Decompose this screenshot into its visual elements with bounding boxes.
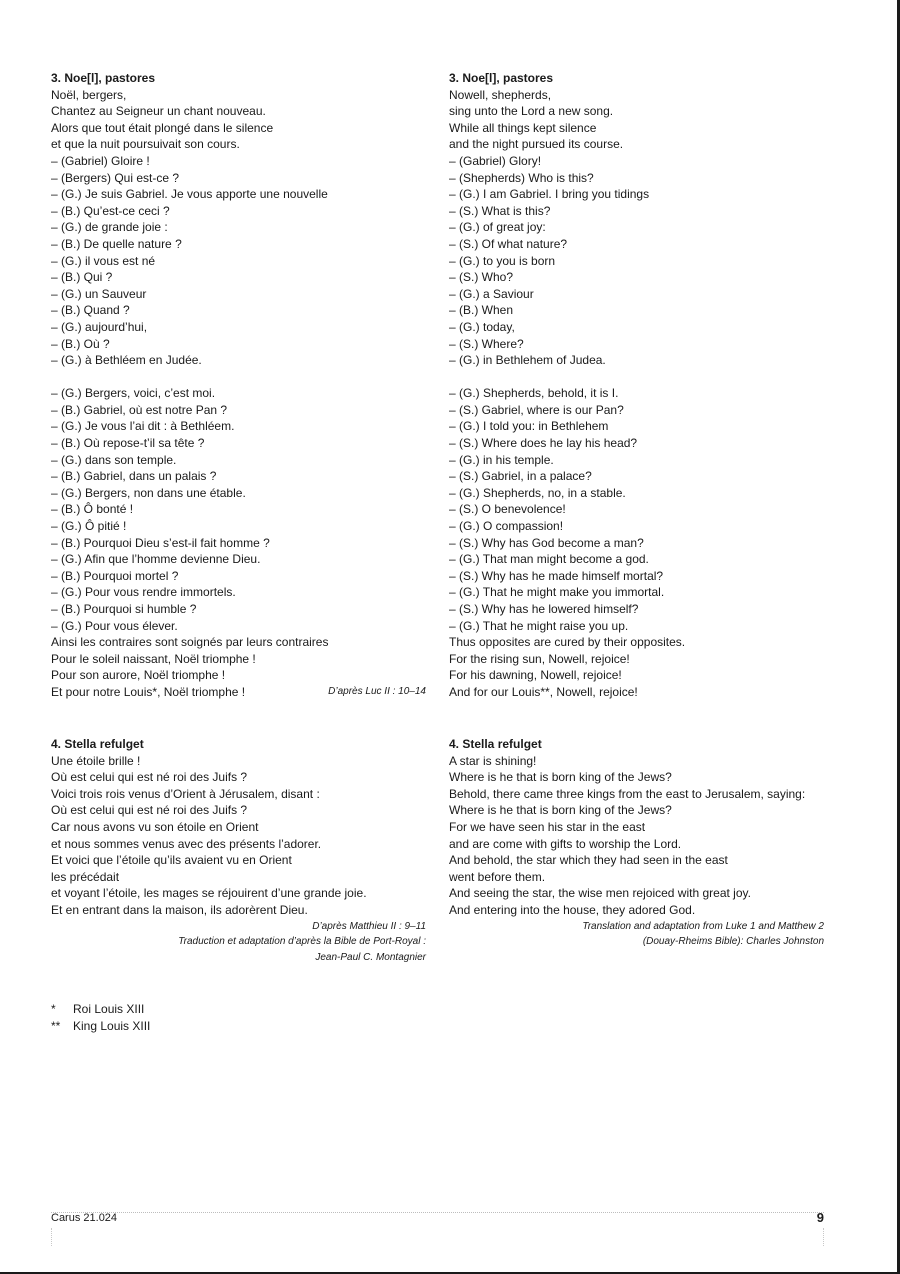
fr-section-3-title: 3. Noe[l], pastores: [51, 71, 156, 85]
text-line: While all things kept silence: [449, 120, 597, 135]
text-line: Une étoile brille !: [51, 753, 141, 768]
text-line: – (G.) à Bethléem en Judée.: [51, 353, 202, 368]
text-line: – (S.) Why has he lowered himself?: [449, 602, 639, 616]
text-line: – (G.) Je suis Gabriel. Je vous apporte une nouvelle: [51, 187, 328, 202]
footnote-text: Roi Louis XIII: [73, 1002, 145, 1016]
text-line: – (B.) Pourquoi mortel ?: [51, 568, 179, 583]
text-line: – (S.) Of what nature?: [449, 236, 568, 251]
fr-section-3-last-line: [51, 684, 426, 701]
en-section-3-last-line: And for our Louis**, Nowell, rejoice!: [449, 684, 638, 699]
text-line: And entering into the house, they adored God.: [449, 902, 696, 917]
footnote-mark: *: [51, 1002, 56, 1016]
text-line: – (Gabriel) Gloire !: [51, 153, 150, 168]
text-line: – (S.) What is this?: [449, 203, 551, 218]
text-line: – (G.) Pour vous rendre immortels.: [51, 585, 236, 600]
text-line: Thus opposites are cured by their opposites.: [449, 635, 686, 650]
text-line: – (G.) I told you: in Bethlehem: [449, 419, 609, 434]
text-line: – (Shepherds) Who is this?: [449, 170, 594, 185]
fr-section-4-credits: [51, 919, 426, 966]
text-line: went before them.: [449, 869, 546, 884]
fr-section-3: [51, 70, 426, 701]
credit-line: D’après Matthieu II : 9–11: [312, 920, 426, 932]
en-section-3: [449, 70, 824, 701]
text-line: – (B.) Qui ?: [51, 270, 113, 285]
text-line: – (S.) Gabriel, where is our Pan?: [449, 402, 624, 417]
text-line: and are come with gifts to worship the Lord.: [449, 836, 682, 851]
text-line: Où est celui qui est né roi des Juifs ?: [51, 803, 248, 818]
text-line: Where is he that is born king of the Jews?: [449, 803, 672, 818]
text-line: – (B.) De quelle nature ?: [51, 236, 182, 251]
fr-section-3-lines-2: [51, 385, 426, 684]
fr-section-3-lines: [51, 87, 426, 369]
credit-line: (Douay-Rheims Bible): Charles Johnston: [642, 936, 824, 948]
text-line: And behold, the star which they had seen in the east: [449, 853, 728, 868]
footnote-mark: **: [51, 1018, 61, 1033]
text-line: Behold, there came three kings from the east to Jerusalem, saying:: [449, 786, 806, 801]
text-line: Alors que tout était plongé dans le silence: [51, 120, 274, 135]
crop-mark-left: [51, 1228, 52, 1246]
text-line: et nous sommes venus avec des présents l’adorer.: [51, 836, 322, 851]
text-line: Où est celui qui est né roi des Juifs ?: [51, 770, 248, 785]
text-line: – (G.) O compassion!: [449, 519, 564, 534]
text-line: – (B.) Gabriel, dans un palais ?: [51, 469, 217, 484]
text-line: – (B.) Où repose-t’il sa tête ?: [51, 436, 205, 451]
en-section-4: [449, 736, 824, 950]
text-line: – (S.) Who?: [449, 270, 514, 285]
text-line: – (B.) Qu’est-ce ceci ?: [51, 203, 170, 218]
text-line: – (S.) Where does he lay his head?: [449, 436, 638, 451]
text-line: – (S.) Why has God become a man?: [449, 535, 644, 550]
text-line: – (G.) That man might become a god.: [449, 552, 649, 567]
fr-section-3-source: D’après Luc II : 10–14: [328, 685, 426, 697]
fr-section-4-title: 4. Stella refulget: [51, 737, 144, 751]
stanza-gap: [51, 369, 426, 386]
text-line: – (G.) to you is born: [449, 253, 556, 268]
text-line: Et voici que l’étoile qu’ils avaient vu en Orient: [51, 853, 292, 868]
text-line: And seeing the star, the wise men rejoiced with great joy.: [449, 886, 751, 901]
text-line: – (G.) of great joy:: [449, 220, 546, 235]
text-line: – (G.) Afin que l’homme devienne Dieu.: [51, 552, 261, 567]
text-line: Pour son aurore, Noël triomphe !: [51, 668, 226, 683]
text-line: – (B.) Ô bonté !: [51, 502, 134, 517]
text-line: and the night pursued its course.: [449, 137, 624, 152]
text-line: Pour le soleil naissant, Noël triomphe !: [51, 651, 256, 666]
text-line: Nowell, shepherds,: [449, 87, 552, 102]
en-section-4-credits: [449, 919, 824, 950]
text-line: – (G.) dans son temple.: [51, 452, 177, 467]
text-line: – (G.) in his temple.: [449, 452, 554, 467]
text-line: Voici trois rois venus d’Orient à Jérusalem, disant :: [51, 786, 320, 801]
text-line: Et en entrant dans la maison, ils adorèrent Dieu.: [51, 902, 308, 917]
footnote: [51, 1001, 150, 1018]
text-line: A star is shining!: [449, 753, 537, 768]
credit-line: Translation and adaptation from Luke 1 and Matthew 2: [582, 920, 824, 932]
text-line: – (G.) I am Gabriel. I bring you tidings: [449, 187, 650, 202]
text-line: Where is he that is born king of the Jews?: [449, 770, 672, 785]
crop-mark-right: [823, 1228, 824, 1246]
text-line: Chantez au Seigneur un chant nouveau.: [51, 104, 266, 119]
text-line: – (G.) That he might raise you up.: [449, 618, 629, 633]
text-line: – (S.) O benevolence!: [449, 502, 566, 517]
text-line: – (G.) de grande joie :: [51, 220, 168, 235]
text-line: – (Gabriel) Glory!: [449, 153, 542, 168]
text-line: For the rising sun, Nowell, rejoice!: [449, 651, 630, 666]
footer-rule: [51, 1212, 824, 1213]
text-line: Noël, bergers,: [51, 87, 127, 102]
footer-publisher: Carus 21.024: [51, 1212, 118, 1224]
text-line: – (G.) Bergers, voici, c’est moi.: [51, 386, 216, 401]
text-line: – (G.) Je vous l’ai dit : à Bethléem.: [51, 419, 235, 434]
text-line: – (G.) a Saviour: [449, 286, 534, 301]
text-line: et que la nuit poursuivait son cours.: [51, 137, 240, 152]
text-line: For we have seen his star in the east: [449, 819, 646, 834]
text-line: Car nous avons vu son étoile en Orient: [51, 819, 259, 834]
en-section-4-title: 4. Stella refulget: [449, 737, 542, 751]
text-line: – (G.) Ô pitié !: [51, 519, 127, 534]
text-line: – (G.) in Bethlehem of Judea.: [449, 353, 606, 368]
text-line: – (G.) That he might make you immortal.: [449, 585, 665, 600]
fr-section-4-lines: [51, 753, 426, 919]
text-line: – (G.) Bergers, non dans une étable.: [51, 485, 246, 500]
footnote-text: King Louis XIII: [73, 1018, 151, 1033]
text-line: – (S.) Gabriel, in a palace?: [449, 469, 592, 484]
text-line: – (B.) Pourquoi si humble ?: [51, 602, 197, 616]
text-line: – (G.) un Sauveur: [51, 286, 147, 301]
text-line: – (G.) Shepherds, no, in a stable.: [449, 485, 626, 500]
text-line: – (B.) When: [449, 303, 514, 318]
en-section-4-lines: [449, 753, 824, 919]
text-line: – (G.) aujourd’hui,: [51, 319, 148, 334]
fr-section-4: [51, 736, 426, 965]
text-line: et voyant l’étoile, les mages se réjouirent d’une grande joie.: [51, 886, 367, 901]
text-line: – (B.) Où ?: [51, 336, 110, 351]
page-number: 9: [816, 1210, 824, 1225]
text-line: les précédait: [51, 869, 120, 884]
text-line: – (G.) Shepherds, behold, it is I.: [449, 386, 619, 401]
text-line: For his dawning, Nowell, rejoice!: [449, 668, 622, 683]
footnote: [51, 1018, 150, 1035]
en-section-3-lines-2: [449, 385, 824, 684]
credit-line: Traduction et adaptation d’après la Bible de Port-Royal :: [178, 936, 426, 948]
text-line: – (S.) Where?: [449, 336, 524, 351]
text-line: – (B.) Quand ?: [51, 303, 130, 318]
text-line: – (Bergers) Qui est-ce ?: [51, 170, 180, 185]
text-line: – (G.) il vous est né: [51, 253, 156, 268]
stanza-gap: [449, 369, 824, 386]
footnotes: [51, 1001, 150, 1034]
en-section-3-title: 3. Noe[l], pastores: [449, 71, 554, 85]
text-line: – (S.) Why has he made himself mortal?: [449, 568, 664, 583]
text-line: – (G.) today,: [449, 319, 515, 334]
text-line: – (B.) Gabriel, où est notre Pan ?: [51, 402, 228, 417]
text-line: Ainsi les contraires sont soignés par leurs contraires: [51, 635, 329, 650]
text-line: – (B.) Pourquoi Dieu s’est-il fait homme ?: [51, 535, 270, 550]
text-line: sing unto the Lord a new song.: [449, 104, 614, 119]
text-line: – (G.) Pour vous élever.: [51, 618, 178, 633]
fr-last-line-text: Et pour notre Louis*, Noël triomphe !: [51, 684, 246, 699]
en-section-3-lines: [449, 87, 824, 369]
credit-line: Jean-Paul C. Montagnier: [315, 951, 426, 963]
